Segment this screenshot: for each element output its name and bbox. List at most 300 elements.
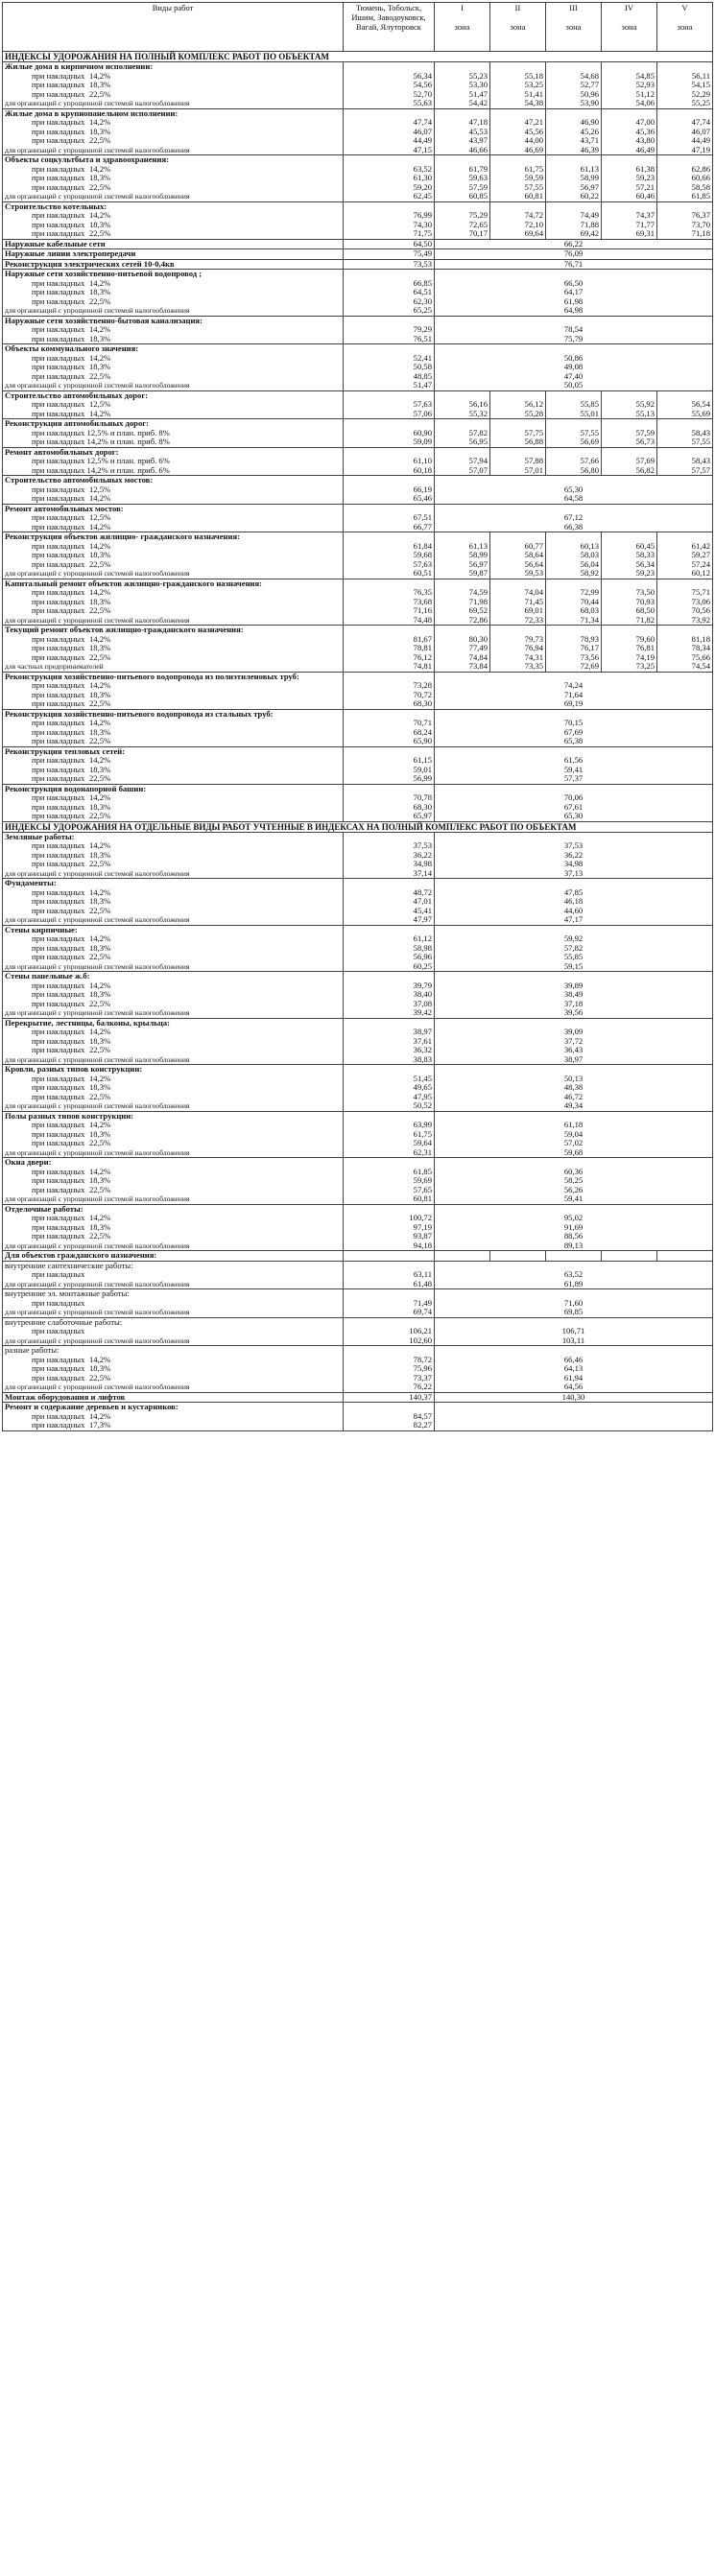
zone-value: 73,92 [691,615,710,625]
row-label-text: при накладных [32,699,85,708]
group-label-cell [3,1065,344,1112]
group-row [3,1403,713,1431]
group-title: Окна двери: [5,1158,52,1167]
row-label-text: для организаций с упрощенной системой налогообложения [5,1054,190,1064]
tyumen-values [344,672,435,709]
overhead-percent: 22,5% [89,1232,111,1241]
group-total-tyumen [346,1251,432,1261]
zone-spacer [548,626,599,635]
zone-1-values [435,390,490,419]
zone-value: 44,49 [691,136,710,145]
tyumen-value: 36,22 [413,850,432,860]
overhead-percent: 18,3% [89,990,111,999]
row-label-text: при накладных [32,71,85,81]
row-label-text: для организаций с упрощенной системой налогообложения [5,145,190,154]
overhead-row-label [5,1037,341,1047]
tyumen-value: 52,41 [413,353,432,363]
group-total-tyumen [346,155,432,165]
group-total-zones [437,785,710,794]
row-label-text: при накладных [32,164,85,174]
zone-value: 76,94 [524,644,543,652]
tyumen-value: 44,49 [413,136,432,145]
overhead-row-label [5,1223,341,1233]
zone-spacer [437,579,488,589]
zones-combined-values [435,925,713,972]
group-title: Наружные кабельные сети [5,239,106,248]
zone-5-values [657,155,713,202]
group-total-tyumen [346,476,432,485]
zone-value: 56,82 [635,465,655,475]
group-row [3,259,713,270]
overhead-row-label [5,860,341,869]
overhead-percent: 14,2% [89,1074,111,1083]
tyumen-values [344,390,435,419]
row-label-text: при накладных [32,174,85,182]
overhead-row-label [5,1299,341,1309]
tyumen-value: 37,53 [413,841,432,850]
tyumen-values [344,1392,435,1403]
overhead-row-label [5,1139,341,1148]
group-title: внутренние слаботочные работы: [5,1317,123,1327]
tyumen-values [344,504,435,532]
zone-value: 78,93 [580,634,599,644]
tyumen-value: 73,68 [413,597,432,606]
zones-value: 66,46 [563,1355,584,1364]
tyumen-value: 59,64 [413,1139,432,1147]
row-label-text: при накладных [32,644,85,652]
zones-combined-values [435,1392,713,1403]
zones-value: 38,97 [563,1054,584,1064]
group-label-cell [3,972,344,1019]
simplified-tax-row-label [5,381,341,390]
simplified-tax-row-label [5,1241,341,1251]
group-row [3,1158,713,1205]
zone-2-values [490,626,546,673]
simplified-tax-row-label [5,1055,341,1065]
group-row [3,62,713,109]
group-total-tyumen [346,1205,432,1215]
overhead-row-label [5,1327,341,1336]
row-label-text: при накладных [32,1270,85,1279]
overhead-percent: 18,3% [89,1222,111,1232]
overhead-percent: 18,3% [89,127,111,136]
row-label-text: при накладных [32,229,85,238]
group-total-zones: 76,71 [563,259,584,269]
overhead-percent: 18,3% [89,174,111,182]
group-row [3,1018,713,1065]
group-row [3,504,713,532]
zone-value: 73,35 [524,662,543,671]
zone-2-values [490,155,546,202]
group-label-cell [3,746,344,784]
zone-1-values [435,579,490,626]
group-total-tyumen [346,926,432,935]
zones-combined-values [435,1065,713,1112]
zone-value: 61,13 [468,541,488,551]
zones-value: 69,19 [563,699,584,708]
group-title: Ремонт и содержание деревьев и кустарников: [5,1403,179,1411]
overhead-percent: 14,2% [89,353,111,363]
zones-value: 37,18 [563,999,584,1008]
zone-value: 56,34 [635,559,655,569]
simplified-tax-row-label [5,1308,341,1317]
zone-value: 74,72 [524,211,543,220]
overhead-percent: 18,3% [89,1036,111,1046]
tyumen-value: 70,71 [413,719,432,727]
zone-spacer [604,532,655,542]
group-total-zones [437,505,710,514]
zones-value: 34,98 [563,860,584,868]
group-total-tyumen [346,505,432,514]
tyumen-values [344,270,435,317]
row-label-text: при накладных [32,334,85,343]
overhead-row-label [5,297,341,307]
zone-value: 55,85 [580,400,599,409]
overhead-percent: 18,3% [89,597,111,606]
zones-combined-values [435,972,713,1019]
zones-value: 57,82 [563,943,584,953]
tyumen-value: 57,65 [413,1185,432,1194]
zone-value: 52,29 [691,89,710,99]
overhead-row-label [5,1168,341,1177]
zone-2-values [490,447,546,476]
group-total-tyumen: 73,53 [413,259,432,269]
zone-value: 71,98 [468,597,488,606]
zone-value: 57,88 [524,457,543,465]
tyumen-value: 63,11 [413,1270,432,1279]
overhead-row-label [5,1374,341,1383]
overhead-percent: 22,5% [89,1139,111,1147]
tyumen-value: 48,72 [413,887,432,897]
group-total-zones [437,833,710,842]
zone-3-values [546,579,602,626]
tyumen-value: 50,58 [413,363,432,371]
tyumen-value: 38,40 [413,990,432,999]
overhead-row-label [5,325,341,335]
zones-value: 67,12 [563,513,584,522]
zones-value: 57,37 [563,774,584,783]
tyumen-value: 60,18 [413,465,432,475]
zones-value: 103,11 [561,1335,585,1345]
overhead-percent: 18,3% [89,334,111,343]
zone-4-values [602,108,657,155]
zone-value: 55,32 [468,409,488,418]
zone-spacer [548,202,599,212]
zone-spacer [492,448,543,458]
zone-value: 55,28 [524,409,543,418]
zone-value: 71,18 [691,229,710,238]
group-total-tyumen [346,833,432,842]
overhead-percent: 18,3% [89,220,111,229]
overhead-row-label [5,598,341,607]
tyumen-value: 56,34 [413,71,432,81]
group-total-tyumen [346,344,432,354]
tyumen-value: 94,18 [413,1241,432,1250]
tyumen-value: 37,08 [413,999,432,1008]
tyumen-value: 47,97 [413,915,432,924]
group-title: Ремонт автомобильных мостов: [5,504,124,513]
tyumen-value: 61,15 [413,756,432,765]
zone-3-values [546,447,602,476]
row-label-text: при накладных [32,953,85,961]
zone-value: 47,21 [524,118,543,127]
overhead-percent: 22,5% [89,606,111,615]
overhead-row-label [5,165,341,175]
zone-value: 73,56 [580,652,599,662]
tyumen-values [344,1158,435,1205]
zones-value: 58,25 [563,1176,584,1185]
group-title: Монтаж оборудования и лифтов [5,1392,126,1402]
tyumen-values [344,579,435,626]
zones-value: 65,30 [563,484,584,494]
overhead-percent: 14,2% [89,211,111,220]
row-label-text: при накладных [32,737,85,745]
zones-value: 89,13 [563,1241,584,1250]
zone-2-values [490,419,546,448]
simplified-tax-row-label [5,1148,341,1158]
zone-value: 59,59 [524,174,543,182]
zones-value: 69,85 [563,1308,584,1316]
zones-value: 66,38 [563,522,584,532]
zones-combined-values [435,504,713,532]
group-row [3,972,713,1019]
zone-1-values [435,419,490,448]
row-label-text: при накладных [32,841,85,850]
tyumen-value: 50,52 [413,1101,432,1110]
overhead-row-label [5,953,341,962]
row-label-text: при накладных [32,774,85,783]
zone-value: 43,97 [468,136,488,145]
overhead-row-label [5,897,341,907]
zone-spacer [437,202,488,212]
group-total-zones [437,972,710,981]
group-row [3,709,713,746]
zones-combined-values [435,709,713,746]
group-label-cell [3,1018,344,1065]
zones-value: 61,56 [563,756,584,765]
zones-value: 57,02 [563,1139,584,1147]
zone-value: 72,33 [524,615,543,625]
row-label-text: при накладных [32,211,85,220]
zone-value: 81,18 [691,634,710,644]
tyumen-value: 63,99 [413,1121,432,1129]
zones-value: 38,49 [563,990,584,999]
row-label-text: при накладных [32,127,85,136]
tyumen-values [344,626,435,673]
row-label-text: для организаций с упрощенной системой налогообложения [5,915,190,924]
group-label-cell [3,155,344,202]
group-title: Наружные сети хозяйственно-питьевой водопровод ; [5,270,203,278]
zones-value: 64,58 [563,494,584,503]
zone-value: 74,84 [468,652,488,662]
zone-4-values [602,201,657,239]
tyumen-value: 49,65 [413,1083,432,1092]
zone-value: 56,97 [468,559,488,569]
zone-spacer [604,626,655,635]
group-total-tyumen [346,202,432,212]
zone-spacer [659,626,710,635]
row-label-text: при накладных [32,1355,85,1364]
zone-value: 74,49 [580,211,599,220]
zone-value: 54,06 [635,99,655,107]
overhead-percent: 14,2% [89,719,111,727]
zones-value: 64,56 [563,1383,584,1391]
overhead-row-label [5,1270,341,1280]
zones-value: 59,41 [563,1194,584,1203]
row-label-text: при накладных [32,288,85,296]
overhead-percent: 14,2% [89,1214,111,1222]
tyumen-value: 65,46 [413,494,432,503]
overhead-percent: 18,3% [89,1129,111,1139]
row-label-text: при накладных [32,588,85,597]
row-label-text: для организаций с упрощенной системой налогообложения [5,1147,190,1157]
tyumen-value: 52,70 [413,89,432,99]
overhead-percent: 14,2% [89,494,111,503]
zone-value: 61,38 [635,164,655,174]
zone-value: 54,68 [580,71,599,81]
row-label-text: для организаций с упрощенной системой налогообложения [5,569,190,578]
zones-combined-values [435,1346,713,1393]
row-label-text: при накладных [32,850,85,860]
tyumen-values [344,201,435,239]
group-total-tyumen [346,1289,432,1299]
overhead-percent: 14,2% [89,887,111,897]
zones-value: 65,30 [563,812,584,820]
zone-spacer [548,448,599,458]
zone-value: 57,66 [580,457,599,465]
tyumen-value: 61,85 [413,1167,432,1176]
zone-spacer [437,1251,488,1261]
zone-value: 51,41 [524,89,543,99]
row-label-text: при накладных [32,363,85,371]
row-label-text: при накладных [32,1327,85,1335]
zone-3-values [546,155,602,202]
overhead-row-label [5,934,341,944]
zone-value: 59,23 [635,174,655,182]
zone-value: 57,59 [635,428,655,437]
zone-value: 59,53 [524,569,543,578]
tyumen-value: 62,30 [413,296,432,306]
simplified-tax-row-label [5,616,341,626]
overhead-percent: 22,5% [89,860,111,868]
group-label-cell [3,672,344,709]
group-title: Текущий ремонт объектов жилищно-гражданского назначения: [5,626,244,634]
overhead-percent: 22,5% [89,182,111,192]
tyumen-value: 78,72 [413,1355,432,1364]
zone-2-values [490,201,546,239]
tyumen-values [344,925,435,972]
zone-spacer [437,626,488,635]
zone-4-values [602,155,657,202]
group-row [3,239,713,249]
group-title: Наружные сети хозяйственно-бытовая канализация: [5,316,203,325]
overhead-percent: 18,3% [89,802,111,812]
row-label-text: при накладных [32,81,85,89]
row-label-text: при накладных [32,182,85,192]
group-label-cell [3,419,344,448]
row-label-text: при накладных [32,541,85,551]
group-label-cell [3,1111,344,1158]
zone-value: 73,84 [468,662,488,671]
tyumen-value: 59,69 [413,1176,432,1185]
zone-value: 44,00 [524,136,543,145]
table-header [3,3,713,52]
overhead-percent: 14,2% [89,756,111,765]
zone-2-values [490,532,546,579]
row-label-text: при накладных [32,1129,85,1139]
group-total-tyumen [346,1346,432,1356]
zone-value: 72,86 [468,615,488,625]
zone-spacer [548,155,599,165]
overhead-percent: 22,5% [89,89,111,99]
zone-spacer [492,532,543,542]
overhead-percent: 14,2% [89,71,111,81]
zones-combined-values [435,1158,713,1205]
overhead-row-label [5,1028,341,1037]
tyumen-value: 51,45 [413,1074,432,1083]
zone-spacer [659,448,710,458]
overhead-percent: 22,5% [89,1092,111,1101]
tyumen-value: 66,19 [413,484,432,494]
zone-5-values [657,108,713,155]
tyumen-value: 76,12 [413,652,432,662]
group-label-cell [3,1261,344,1289]
group-total-tyumen [346,579,432,589]
zone-value: 56,80 [580,465,599,475]
group-total-zones [437,1112,710,1122]
overhead-row-label [5,400,341,410]
group-total-tyumen [346,62,432,72]
zone-value: 59,27 [691,551,710,559]
zones-value: 60,36 [563,1167,584,1176]
zone-spacer [492,62,543,72]
overhead-percent: 18,3% [89,897,111,906]
group-total-zones [437,1346,710,1356]
group-title: Для объектов гражданского назначения: [5,1251,157,1260]
tyumen-value: 63,52 [413,164,432,174]
group-row [3,1204,713,1251]
group-title: Жилые дома в кирпичном исполнении: [5,62,154,71]
overhead-row-label [5,560,341,570]
row-label-text: при накладных [32,812,85,820]
zone-value: 56,73 [635,437,655,446]
tyumen-value: 60,90 [413,428,432,437]
row-label-text: при накладных [32,1083,85,1092]
row-label-text: для организаций с упрощенной системой налогообложения [5,615,190,625]
group-row [3,626,713,673]
zones-value: 44,60 [563,906,584,915]
zone-4-values [602,419,657,448]
group-title: Реконструкция тепловых сетей: [5,746,126,756]
zone-value: 68,03 [580,606,599,615]
zone-spacer [659,419,710,429]
row-label-text: для организаций с упрощенной системой налогообложения [5,192,190,201]
group-row [3,419,713,448]
zones-value: 49,34 [563,1101,584,1110]
simplified-tax-row-label [5,915,341,925]
group-row [3,1392,713,1403]
zone-5-values [657,62,713,109]
overhead-row-label [5,728,341,738]
zone-value: 69,42 [580,229,599,238]
zone-value: 57,59 [468,182,488,192]
tyumen-value: 93,87 [413,1232,432,1241]
overhead-percent: 18,3% [89,943,111,953]
tyumen-value: 47,74 [413,118,432,127]
zones-combined-values [435,259,713,270]
zones-value: 66,50 [563,278,584,288]
header-work-types: Виды работ [3,3,344,52]
